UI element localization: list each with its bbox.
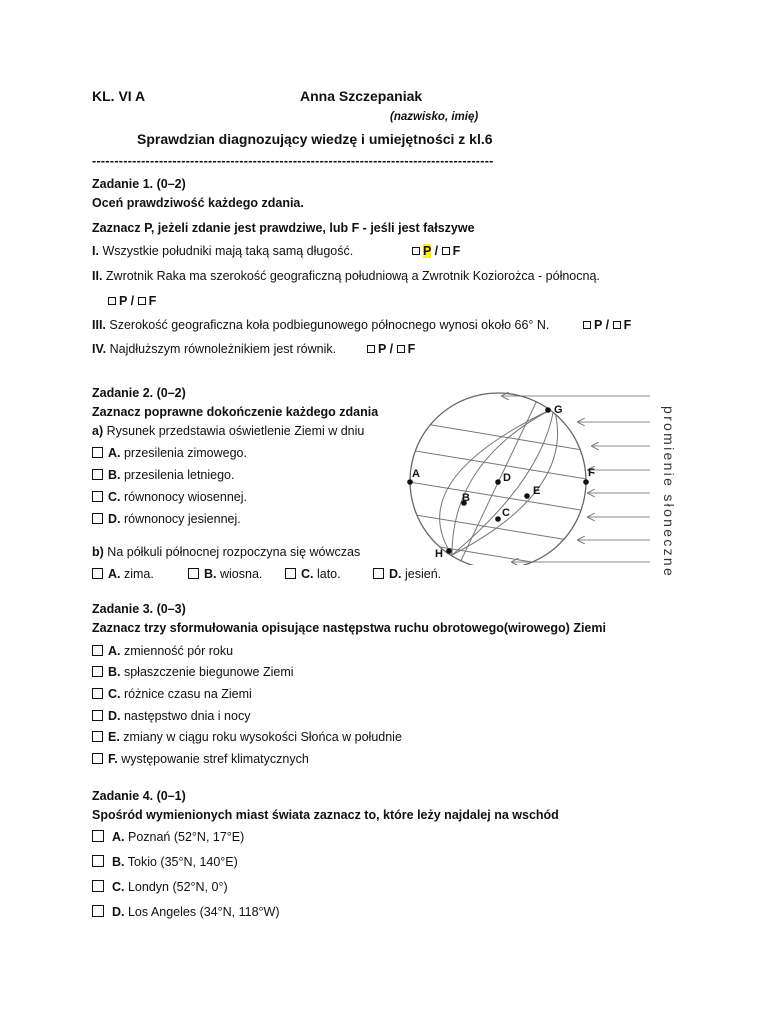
checkbox-p[interactable] [367,345,375,353]
task4-option-a[interactable] [92,830,244,844]
checkbox[interactable] [92,855,104,867]
task3-title: Zadanie 3. (0–3) [92,602,186,616]
checkbox-f[interactable] [138,297,146,305]
label-a: A [412,468,420,480]
task2-option-d[interactable] [92,512,241,526]
part-letter: b) [92,545,104,559]
task2-b-option-a[interactable] [92,567,154,581]
checkbox[interactable] [92,447,103,458]
task3-option-b[interactable] [92,665,294,679]
task4-title: Zadanie 4. (0–1) [92,789,186,803]
label-f: F [588,467,595,479]
label-h: H [435,548,443,560]
checkbox[interactable] [92,666,103,677]
task3-instruction: Zaznacz trzy sformułowania opisujące następstwa ruchu obrotowego(wirowego) Ziemi [92,621,606,635]
task2-b-option-b[interactable] [188,567,262,581]
label-g: G [554,404,563,416]
option-letter: B. [108,665,121,679]
p-label: P [423,244,432,258]
checkbox[interactable] [92,753,103,764]
option-text: równonocy wiosennej. [123,490,247,504]
checkbox-f[interactable] [442,247,450,255]
checkbox[interactable] [188,568,199,579]
option-text: zima. [123,567,154,581]
option-text: Los Angeles (34°N, 118°W) [127,905,280,919]
task1-statement-3 [92,318,549,332]
option-text: Londyn (52°N, 0°) [127,880,228,894]
checkbox[interactable] [92,880,104,892]
option-letter: E. [108,730,120,744]
task2-part-b [92,545,360,559]
f-label: F [452,244,461,258]
checkbox-f[interactable] [613,321,621,329]
name-hint: (nazwisko, imię) [390,111,479,123]
checkbox[interactable] [92,568,103,579]
statement-number: II. [92,269,103,283]
task2-title: Zadanie 2. (0–2) [92,386,186,400]
checkbox[interactable] [285,568,296,579]
point-a [407,479,413,485]
statement-number: I. [92,244,99,258]
option-text: równonocy jesiennej. [123,512,241,526]
point-g [545,407,551,413]
task2-b-option-c[interactable] [285,567,341,581]
task1-title: Zadanie 1. (0–2) [92,177,186,191]
statement-number: IV. [92,342,107,356]
task3-option-f[interactable] [92,752,309,766]
task2-b-option-d[interactable] [373,567,441,581]
point-e [524,493,530,499]
task1-pf-choice-1[interactable] [412,244,460,258]
task1-subinstruction: Zaznacz P, jeżeli zdanie jest prawdziwe, lub F - jeśli jest fałszywe [92,221,475,235]
statement-text: Wszystkie południki mają taką samą długość. [102,244,354,258]
checkbox[interactable] [92,491,103,502]
slash: / [434,244,439,258]
checkbox[interactable] [92,710,103,721]
task1-instruction: Oceń prawdziwość każdego zdania. [92,196,304,210]
option-letter: F. [108,752,118,766]
checkbox[interactable] [92,688,103,699]
point-h [446,548,452,554]
option-letter: C. [301,567,314,581]
option-letter: A. [108,446,121,460]
sun-rays-label: promienie słoneczne [661,406,677,579]
option-text: zmiany w ciągu roku wysokości Słońca w południe [123,730,402,744]
task3-option-a[interactable] [92,644,233,658]
task3-option-d[interactable] [92,709,250,723]
p-label: P [378,342,387,356]
option-letter: B. [204,567,217,581]
checkbox-f[interactable] [397,345,405,353]
task1-statement-2 [92,269,600,283]
task1-pf-choice-2[interactable] [108,294,156,308]
option-text: różnice czasu na Ziemi [123,687,252,701]
separator-line: ------------------------------------------------------------------------------------------ [92,154,494,168]
checkbox[interactable] [92,905,104,917]
task3-option-c[interactable] [92,687,252,701]
task2-part-a [92,424,364,438]
label-b: B [462,492,470,504]
option-letter: B. [112,855,125,869]
option-letter: A. [108,644,121,658]
option-text: następstwo dnia i nocy [123,709,251,723]
f-label: F [407,342,416,356]
task1-statement-1 [92,244,353,258]
p-label: P [119,294,128,308]
statement-text: Najdłuższym równoleżnikiem jest równik. [109,342,337,356]
point-c [495,516,501,522]
option-text: przesilenia letniego. [123,468,235,482]
p-label: P [594,318,603,332]
option-letter: A. [112,830,125,844]
option-text: wiosna. [219,567,263,581]
option-letter: D. [112,905,125,919]
task4-instruction: Spośród wymienionych miast świata zaznacz to, które leży najdalej na wschód [92,808,559,822]
statement-text: Zwrotnik Raka ma szerokość geograficzną południową a Zwrotnik Koziorożca - północną. [105,269,600,283]
checkbox[interactable] [92,645,103,656]
option-text: Poznań (52°N, 17°E) [127,830,245,844]
statement-text: Szerokość geograficzna koła podbiegunowego północnego wynosi około 66° N. [109,318,550,332]
option-text: zmienność pór roku [123,644,234,658]
checkbox-p[interactable] [108,297,116,305]
task2-instruction: Zaznacz poprawne dokończenie każdego zdania [92,405,379,419]
checkbox-p[interactable] [412,247,420,255]
option-letter: B. [108,468,121,482]
option-text: przesilenia zimowego. [123,446,247,460]
option-text: jesień. [404,567,442,581]
option-letter: C. [108,490,121,504]
checkbox[interactable] [92,469,103,480]
f-label: F [623,318,632,332]
slash: / [389,342,394,356]
label-c: C [502,507,510,519]
option-letter: D. [108,512,121,526]
label-d: D [503,472,511,484]
checkbox-p[interactable] [583,321,591,329]
part-letter: a) [92,424,104,438]
label-e: E [533,485,541,497]
part-text: Rysunek przedstawia oświetlenie Ziemi w dniu [106,424,365,438]
option-letter: C. [112,880,125,894]
test-title: Sprawdzian diagnozujący wiedzę i umiejętności z kl.6 [137,131,493,147]
checkbox[interactable] [92,830,104,842]
option-letter: D. [389,567,402,581]
earth-illumination-diagram [392,390,652,565]
student-name: Anna Szczepaniak [300,88,423,104]
task3-option-e[interactable] [92,730,402,744]
task4-option-d[interactable] [92,905,280,919]
task2-option-b[interactable] [92,468,234,482]
option-letter: A. [108,567,121,581]
point-d [495,479,501,485]
class-label: KL. VI A [92,88,146,104]
checkbox[interactable] [92,731,103,742]
task1-pf-choice-4[interactable] [367,342,415,356]
checkbox[interactable] [373,568,384,579]
slash: / [130,294,135,308]
task4-option-b[interactable] [92,855,238,869]
slash: / [605,318,610,332]
task2-option-c[interactable] [92,490,247,504]
task1-statement-4 [92,342,336,356]
task2-option-a[interactable] [92,446,247,460]
point-f [583,479,589,485]
option-text: spłaszczenie biegunowe Ziemi [123,665,294,679]
option-text: lato. [316,567,341,581]
option-letter: D. [108,709,121,723]
f-label: F [148,294,157,308]
option-text: występowanie stref klimatycznych [121,752,309,766]
statement-number: III. [92,318,106,332]
task4-option-c[interactable] [92,880,228,894]
option-text: Tokio (35°N, 140°E) [127,855,238,869]
checkbox[interactable] [92,513,103,524]
task1-pf-choice-3[interactable] [583,318,631,332]
option-letter: C. [108,687,121,701]
part-text: Na półkuli północnej rozpoczyna się wówczas [107,545,361,559]
